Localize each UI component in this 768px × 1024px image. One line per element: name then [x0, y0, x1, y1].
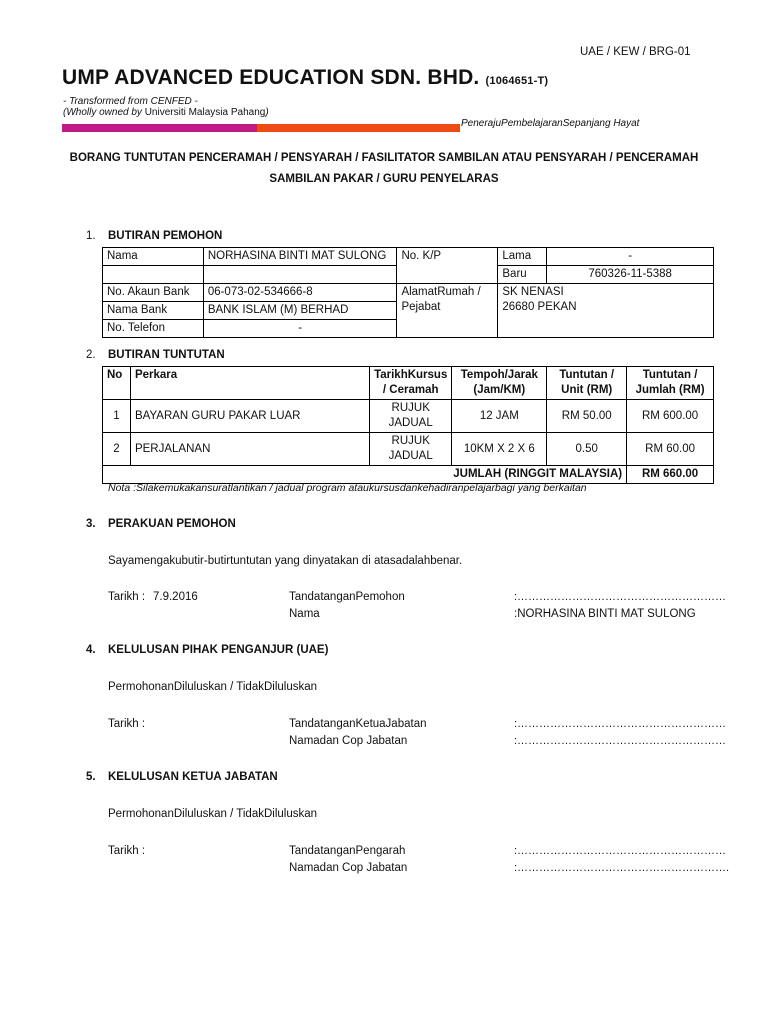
- header-tarikh-line-2: / Ceramah: [382, 384, 439, 396]
- header-unit-line-2: Unit (RM): [561, 384, 613, 396]
- form-title-line-2: SAMBILAN PAKAR / GURU PENYELARAS: [269, 173, 499, 185]
- section-3-title: PERAKUAN PEMOHON: [108, 518, 236, 530]
- row-2-unit: 0.50: [547, 433, 627, 466]
- section-4-title: KELULUSAN PIHAK PENGANJUR (UAE): [108, 644, 329, 656]
- motto: PenerajuPembelajaranSepanjang Hayat: [461, 118, 640, 129]
- claim-details-table: [102, 366, 714, 484]
- header-unit-line-1: Tuntutan /: [559, 369, 615, 381]
- row-1-jumlah: RM 600.00: [627, 400, 714, 433]
- row-2-perkara: PERJALANAN: [130, 433, 369, 466]
- nama-label: Nama: [103, 248, 204, 266]
- kp-lama-value: -: [547, 248, 714, 266]
- ownership-suffix: ): [265, 107, 269, 118]
- row-2-tempoh: 10KM X 2 X 6: [452, 433, 547, 466]
- s4-cop-label: Namadan Cop Jabatan: [289, 735, 408, 747]
- alamat-label: [397, 284, 498, 338]
- section-4-number: 4.: [86, 644, 96, 656]
- nama-value: NORHASINA BINTI MAT SULONG: [203, 248, 397, 266]
- alamat-label-line-2: Pejabat: [401, 301, 441, 313]
- bank-label: Nama Bank: [103, 302, 204, 320]
- row-1-perkara: BAYARAN GURU PAKAR LUAR: [130, 400, 369, 433]
- s5-tarikh-label: Tarikh :: [108, 845, 146, 857]
- total-label: JUMLAH (RINGGIT MALAYSIA): [103, 466, 627, 484]
- section-5-number: 5.: [86, 771, 96, 783]
- section-3-number: 3.: [86, 518, 96, 530]
- alamat-value-line-1: SK NENASI: [502, 286, 564, 298]
- telefon-label: No. Telefon: [103, 320, 204, 338]
- header-jumlah-line-2: Jumlah (RM): [635, 384, 705, 396]
- table-row: [103, 400, 714, 433]
- alamat-value-line-2: 26680 PEKAN: [502, 301, 577, 313]
- alamat-value: [498, 284, 714, 338]
- header-no: No: [103, 367, 131, 400]
- row-2-tarikh-line-1: RUJUK: [391, 435, 430, 447]
- kp-baru-label: Baru: [498, 266, 547, 284]
- row-2-tarikh: [370, 433, 452, 466]
- s4-cop-line: :…………………………………………………: [514, 735, 727, 747]
- row-2-tarikh-line-2: JADUAL: [388, 450, 433, 462]
- company-registration-number: (1064651-T): [485, 75, 549, 87]
- akaun-label: No. Akaun Bank: [103, 284, 204, 302]
- row-1-tarikh-line-1: RUJUK: [391, 402, 430, 414]
- s5-approval-status: PermohonanDiluluskan / TidakDiluluskan: [108, 808, 318, 820]
- s4-approval-status: PermohonanDiluluskan / TidakDiluluskan: [108, 681, 318, 693]
- form-reference-code: UAE / KEW / BRG-01: [580, 46, 691, 58]
- header-bar-magenta: [62, 124, 257, 132]
- header-jumlah: [627, 367, 714, 400]
- header-tempoh: [452, 367, 547, 400]
- kp-lama-label: Lama: [498, 248, 547, 266]
- section-1-number: 1.: [86, 230, 96, 242]
- claim-note: Nota :Silakemukakansuratlantikan / jadual program ataukursusdankehadiranpelajarbagi yang berkaitan: [108, 482, 587, 494]
- header-tarikh-line-1: TarikhKursus: [374, 369, 448, 381]
- row-1-tarikh-line-2: JADUAL: [388, 417, 433, 429]
- owner-university: Universiti Malaysia Pahang: [144, 107, 266, 118]
- s5-sign-label: TandatanganPengarah: [289, 845, 406, 857]
- s4-sign-line: :…………………………………………………: [514, 718, 727, 730]
- table-row: [103, 433, 714, 466]
- section-5-title: KELULUSAN KETUA JABATAN: [108, 771, 278, 783]
- header-perkara: Perkara: [130, 367, 369, 400]
- header-unit: [547, 367, 627, 400]
- form-title: [62, 148, 706, 190]
- s5-cop-line: :………………………………………………….: [514, 862, 730, 874]
- alamat-label-line-1: AlamatRumah /: [401, 286, 481, 298]
- header-tempoh-line-1: Tempoh/Jarak: [460, 369, 538, 381]
- applicant-details-table: [102, 247, 714, 338]
- header-jumlah-line-1: Tuntutan /: [642, 369, 698, 381]
- row-1-no: 1: [103, 400, 131, 433]
- row-2-no: 2: [103, 433, 131, 466]
- header-tempoh-line-2: (Jam/KM): [473, 384, 526, 396]
- nama-empty-cell: [103, 266, 204, 284]
- s4-tarikh-label: Tarikh :: [108, 718, 146, 730]
- section-1-title: BUTIRAN PEMOHON: [108, 230, 223, 242]
- company-name: [62, 66, 548, 90]
- section-2-title: BUTIRAN TUNTUTAN: [108, 349, 225, 361]
- row-2-jumlah: RM 60.00: [627, 433, 714, 466]
- header-tarikh: [370, 367, 452, 400]
- section-2-number: 2.: [86, 349, 96, 361]
- company-name-text: UMP ADVANCED EDUCATION SDN. BHD.: [62, 66, 480, 89]
- header-bar-orange: [257, 124, 460, 132]
- s3-tarikh-label: Tarikh :: [108, 591, 146, 603]
- s3-nama-label: Nama: [289, 608, 320, 620]
- s5-cop-label: Namadan Cop Jabatan: [289, 862, 408, 874]
- kp-baru-value: 760326-11-5388: [547, 266, 714, 284]
- s3-nama-value: :NORHASINA BINTI MAT SULONG: [514, 608, 696, 620]
- row-1-unit: RM 50.00: [547, 400, 627, 433]
- s3-tarikh-value: 7.9.2016: [153, 591, 198, 603]
- s5-sign-line: :…………………………………………………: [514, 845, 727, 857]
- total-value: RM 660.00: [627, 466, 714, 484]
- akaun-value: 06-073-02-534666-8: [203, 284, 397, 302]
- row-1-tempoh: 12 JAM: [452, 400, 547, 433]
- row-1-tarikh: [370, 400, 452, 433]
- form-title-line-1: BORANG TUNTUTAN PENCERAMAH / PENSYARAH / FASILITATOR SAMBILAN ATAU PENSYARAH / PENCERAMAH: [69, 152, 699, 164]
- nama-value-empty-cell: [203, 266, 397, 284]
- transformed-from-note: - Transformed from CENFED -: [63, 96, 198, 107]
- bank-value: BANK ISLAM (M) BERHAD: [203, 302, 397, 320]
- ownership-note: [63, 107, 269, 118]
- s3-sign-label: TandatanganPemohon: [289, 591, 405, 603]
- s4-sign-label: TandatanganKetuaJabatan: [289, 718, 427, 730]
- telefon-value: -: [203, 320, 397, 338]
- declaration-statement: Sayamengakubutir-butirtuntutan yang dinyatakan di atasadalahbenar.: [108, 555, 463, 567]
- ownership-prefix: (Wholly owned by: [63, 107, 145, 118]
- kp-label: No. K/P: [397, 248, 498, 284]
- s3-sign-line: :…………………………………………………: [514, 591, 727, 603]
